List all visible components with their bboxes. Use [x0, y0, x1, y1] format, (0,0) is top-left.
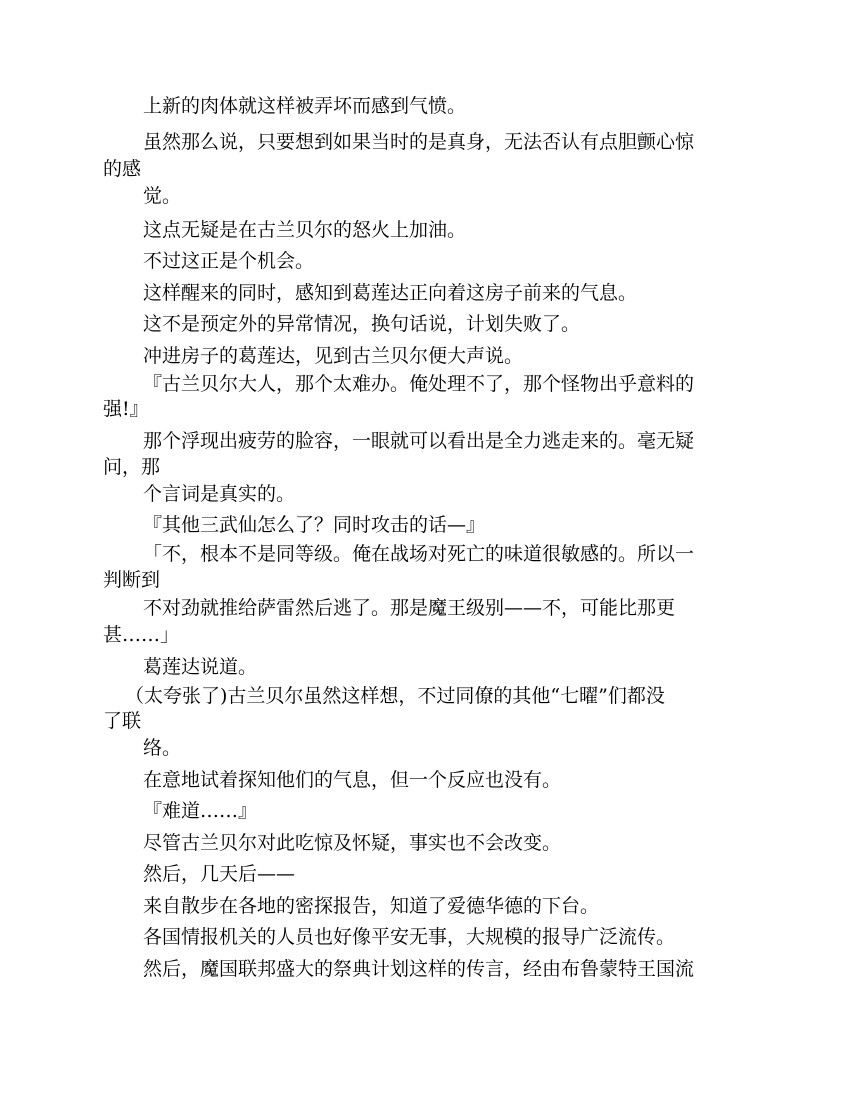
- text-line: 不过这正是个机会。: [143, 250, 315, 272]
- text-line: 问，那: [103, 456, 161, 478]
- text-line: 觉。: [143, 185, 182, 207]
- text-line: 在意地试着探知他们的气息，但一个反应也没有。: [143, 769, 562, 791]
- text-line: 『古兰贝尔大人，那个太难办。俺处理不了，那个怪物出乎意料的: [143, 373, 695, 395]
- text-line: 强!』: [103, 398, 149, 420]
- text-line: 这点无疑是在古兰贝尔的怒火上加油。: [143, 219, 467, 241]
- text-line: 然后，几天后——: [143, 863, 296, 885]
- text-line: 了联: [103, 710, 142, 732]
- text-line: 葛莲达说道。: [143, 656, 258, 678]
- text-line: 那个浮现出疲劳的脸容，一眼就可以看出是全力逃走来的。毫无疑: [143, 430, 695, 452]
- text-line: 『其他三武仙怎么了？同时攻击的话—』: [143, 514, 486, 536]
- text-line: 这不是预定外的异常情况，换句话说，计划失败了。: [143, 313, 581, 335]
- text-line: 个言词是真实的。: [143, 483, 296, 505]
- text-line: 判断到: [103, 569, 161, 591]
- text-line: 甚……」: [103, 624, 180, 646]
- text-line: 这样醒来的同时，感知到葛莲达正向着这房子前来的气息。: [143, 282, 638, 304]
- text-line: 尽管古兰贝尔对此吃惊及怀疑，事实也不会改变。: [143, 832, 562, 854]
- text-line: 『难道……』: [143, 800, 258, 822]
- text-line: 「不，根本不是同等级。俺在战场对死亡的味道很敏感的。所以一: [143, 543, 695, 565]
- text-line: 各国情报机关的人员也好像平安无事，大规模的报导广泛流传。: [143, 926, 676, 948]
- text-line: 虽然那么说，只要想到如果当时的是真身，无法否认有点胆颤心惊: [143, 131, 695, 153]
- text-line: 冲进房子的葛莲达，见到古兰贝尔便大声说。: [143, 345, 524, 367]
- text-line: 上新的肉体就这样被弄坏而感到气愤。: [143, 95, 467, 117]
- text-line: （太夸张了)古兰贝尔虽然这样想，不过同僚的其他“七曜”们都没: [125, 685, 665, 707]
- text-line: 的感: [103, 158, 142, 180]
- text-line: 络。: [143, 737, 182, 759]
- text-line: 来自散步在各地的密探报告，知道了爱德华德的下台。: [143, 895, 600, 917]
- text-line: 然后，魔国联邦盛大的祭典计划这样的传言，经由布鲁蒙特王国流: [143, 958, 695, 980]
- text-line: 不对劲就推给萨雷然后逃了。那是魔王级别——不，可能比那更: [143, 597, 676, 619]
